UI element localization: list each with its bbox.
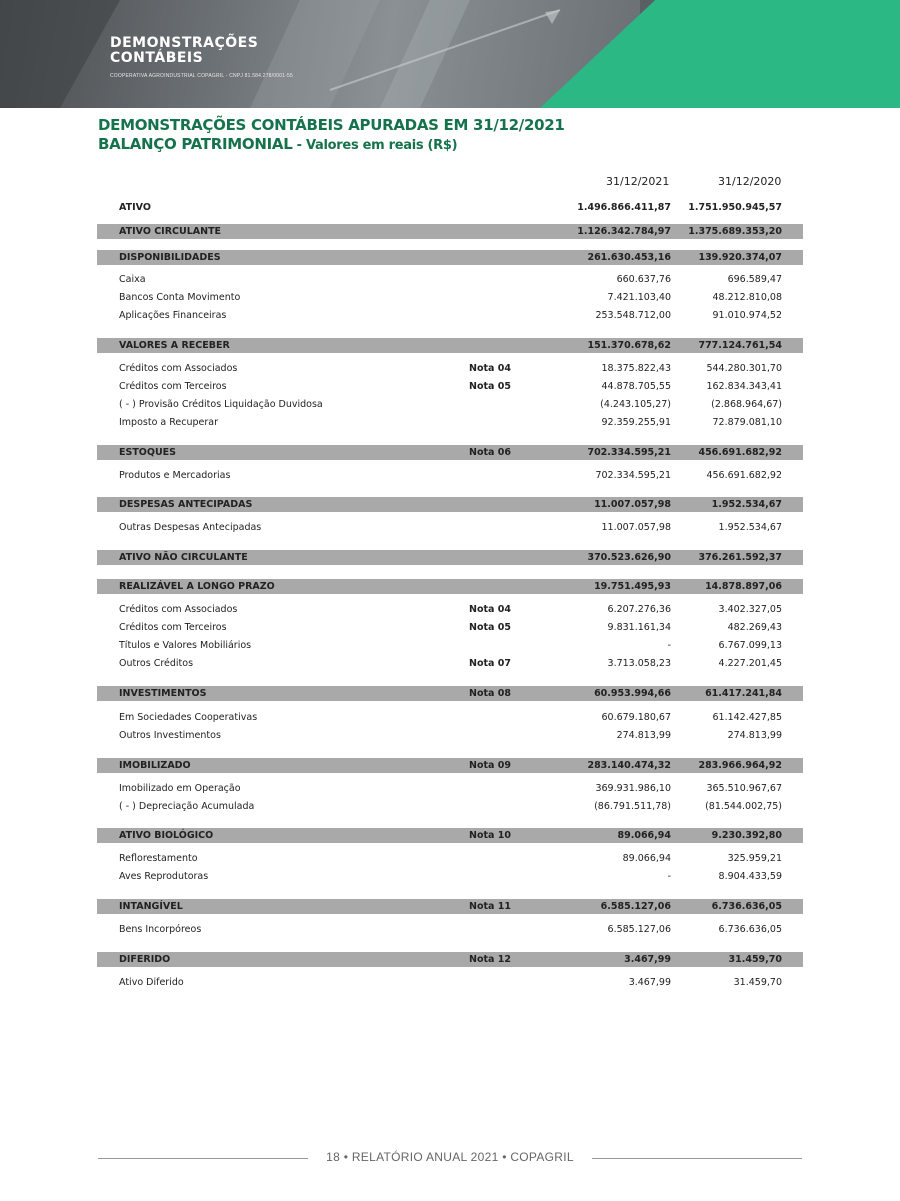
table-row: [97, 273, 803, 287]
value-2021: -: [667, 640, 671, 651]
value-2020: 544.280.301,70: [706, 363, 782, 374]
table-row: [97, 309, 803, 323]
row-label: Títulos e Valores Mobiliários: [119, 640, 252, 651]
row-label: Créditos com Terceiros: [119, 381, 227, 392]
table-row: [97, 852, 803, 866]
row-label: ( - ) Provisão Créditos Liquidação Duvidosa: [119, 399, 323, 410]
row-label: ( - ) Depreciação Acumulada: [119, 801, 255, 812]
row-label: VALORES A RECEBER: [119, 340, 230, 351]
value-2020: (2.868.964,67): [711, 399, 782, 410]
table-row: [97, 416, 803, 430]
row-label: Bancos Conta Movimento: [119, 292, 241, 303]
value-2020: 1.375.689.353,20: [688, 226, 782, 237]
value-2021: 18.375.822,43: [601, 363, 671, 374]
value-2021: 274.813,99: [616, 730, 671, 741]
value-2020: 14.878.897,06: [705, 581, 782, 592]
value-2020: 72.879.081,10: [712, 417, 782, 428]
page-footer: 18 • RELATÓRIO ANUAL 2021 • COPAGRIL: [326, 1150, 574, 1164]
value-2021: 283.140.474,32: [587, 760, 671, 771]
row-note: Nota 11: [469, 901, 511, 912]
row-note: Nota 06: [469, 447, 511, 458]
table-section-row: [97, 952, 803, 967]
row-label: DIFERIDO: [119, 954, 171, 965]
table-section-row: [97, 224, 803, 239]
row-label: Outros Investimentos: [119, 730, 221, 741]
value-2020: 4.227.201,45: [718, 658, 782, 669]
value-2021: 11.007.057,98: [594, 499, 671, 510]
row-note: Nota 07: [469, 658, 511, 669]
header-banner: [0, 0, 900, 108]
row-note: Nota 10: [469, 830, 511, 841]
value-2021: 60.953.994,66: [594, 688, 671, 699]
value-2021: 369.931.986,10: [595, 783, 671, 794]
value-2021: 1.126.342.784,97: [577, 226, 671, 237]
table-row: [97, 729, 803, 743]
row-label: ATIVO CIRCULANTE: [119, 226, 222, 237]
document-subtitle: BALANÇO PATRIMONIAL - Valores em reais (R$): [98, 135, 458, 153]
value-2020: 365.510.967,67: [706, 783, 782, 794]
row-note: Nota 09: [469, 760, 511, 771]
value-2020: 139.920.374,07: [698, 252, 782, 263]
table-row: [97, 639, 803, 653]
row-label: REALIZÁVEL A LONGO PRAZO: [119, 581, 275, 592]
value-2021: 253.548.712,00: [595, 310, 671, 321]
row-label: ESTOQUES: [119, 447, 177, 458]
value-2020: 31.459,70: [733, 977, 782, 988]
row-label: IMOBILIZADO: [119, 760, 191, 771]
value-2020: 696.589,47: [727, 274, 782, 285]
value-2020: 91.010.974,52: [712, 310, 782, 321]
row-label: ATIVO NÃO CIRCULANTE: [119, 552, 248, 563]
row-label: Outras Despesas Antecipadas: [119, 522, 262, 533]
value-2020: 283.966.964,92: [698, 760, 782, 771]
value-2021: 60.679.180,67: [601, 712, 671, 723]
value-2020: 61.142.427,85: [712, 712, 782, 723]
value-2021: 3.467,99: [628, 977, 671, 988]
row-label: INTANGÍVEL: [119, 901, 183, 912]
table-row: [97, 976, 803, 990]
value-2020: 48.212.810,08: [712, 292, 782, 303]
value-2021: 89.066,94: [622, 853, 671, 864]
value-2021: 660.637,76: [616, 274, 671, 285]
value-2021: 11.007.057,98: [601, 522, 671, 533]
row-label: Bens Incorpóreos: [119, 924, 202, 935]
table-row: [97, 521, 803, 535]
table-row: [97, 657, 803, 671]
value-2021: 44.878.705,55: [601, 381, 671, 392]
table-row: [97, 291, 803, 305]
table-row: [97, 398, 803, 412]
value-2021: 151.370.678,62: [587, 340, 671, 351]
value-2021: 370.523.626,90: [587, 552, 671, 563]
value-2020: (81.544.002,75): [705, 801, 782, 812]
table-section-row: [97, 899, 803, 914]
table-row: [97, 870, 803, 884]
row-label: Produtos e Mercadorias: [119, 470, 231, 481]
row-label: Créditos com Terceiros: [119, 622, 227, 633]
row-label: INVESTIMENTOS: [119, 688, 207, 699]
value-2021: 3.713.058,23: [607, 658, 671, 669]
table-row: [97, 201, 803, 215]
table-row: [97, 782, 803, 796]
row-label: Em Sociedades Cooperativas: [119, 712, 258, 723]
table-row: [97, 711, 803, 725]
row-label: Créditos com Associados: [119, 604, 238, 615]
value-2021: 19.751.495,93: [594, 581, 671, 592]
table-row: [97, 800, 803, 814]
value-2020: 6.736.636,05: [718, 924, 782, 935]
row-label: Caixa: [119, 274, 146, 285]
table-section-row: [97, 497, 803, 512]
row-label: Imobilizado em Operação: [119, 783, 241, 794]
value-2020: 6.736.636,05: [711, 901, 782, 912]
table-section-row: [97, 686, 803, 701]
value-2020: 1.952.534,67: [718, 522, 782, 533]
value-2020: 325.959,21: [727, 853, 782, 864]
value-2020: 376.261.592,37: [698, 552, 782, 563]
value-2021: 6.585.127,06: [600, 901, 671, 912]
row-label: ATIVO: [119, 202, 151, 213]
row-label: DISPONIBILIDADES: [119, 252, 221, 263]
row-label: Outros Créditos: [119, 658, 194, 669]
value-2021: (86.791.511,78): [594, 801, 671, 812]
value-2020: 456.691.682,92: [706, 470, 782, 481]
table-row: [97, 603, 803, 617]
value-2021: 1.496.866.411,87: [577, 202, 671, 213]
value-2021: 702.334.595,21: [587, 447, 671, 458]
row-label: ATIVO BIOLÓGICO: [119, 830, 214, 841]
table-row: [97, 923, 803, 937]
section-title: DEMONSTRAÇÕES CONTÁBEIS: [110, 35, 259, 66]
row-label: Ativo Diferido: [119, 977, 184, 988]
row-note: Nota 08: [469, 688, 511, 699]
table-row: [97, 380, 803, 394]
table-section-row: [97, 445, 803, 460]
table-section-row: [97, 338, 803, 353]
table-section-row: [97, 828, 803, 843]
table-section-row: [97, 758, 803, 773]
value-2020: 31.459,70: [728, 954, 782, 965]
document-title: DEMONSTRAÇÕES CONTÁBEIS APURADAS EM 31/12/2021: [98, 116, 565, 134]
value-2021: 89.066,94: [617, 830, 671, 841]
value-2021: 3.467,99: [624, 954, 671, 965]
value-2020: 9.230.392,80: [711, 830, 782, 841]
value-2021: 702.334.595,21: [595, 470, 671, 481]
row-label: DESPESAS ANTECIPADAS: [119, 499, 253, 510]
value-2020: 162.834.343,41: [706, 381, 782, 392]
value-2021: 6.207.276,36: [607, 604, 671, 615]
value-2020: 61.417.241,84: [705, 688, 782, 699]
row-note: Nota 05: [469, 622, 511, 633]
row-label: Imposto a Recuperar: [119, 417, 219, 428]
value-2021: -: [667, 871, 671, 882]
table-section-row: [97, 550, 803, 565]
value-2021: 261.630.453,16: [587, 252, 671, 263]
row-label: Aplicações Financeiras: [119, 310, 227, 321]
table-section-row: [97, 250, 803, 265]
value-2021: 9.831.161,34: [607, 622, 671, 633]
value-2020: 1.751.950.945,57: [688, 202, 782, 213]
value-2020: 456.691.682,92: [698, 447, 782, 458]
value-2021: 7.421.103,40: [607, 292, 671, 303]
row-note: Nota 05: [469, 381, 511, 392]
value-2020: 1.952.534,67: [711, 499, 782, 510]
row-label: Créditos com Associados: [119, 363, 238, 374]
value-2020: 8.904.433,59: [718, 871, 782, 882]
table-section-row: [97, 579, 803, 594]
row-label: Aves Reprodutoras: [119, 871, 209, 882]
value-2020: 482.269,43: [727, 622, 782, 633]
row-note: Nota 04: [469, 604, 511, 615]
value-2021: 6.585.127,06: [607, 924, 671, 935]
value-2020: 274.813,99: [727, 730, 782, 741]
table-row: [97, 621, 803, 635]
row-note: Nota 12: [469, 954, 511, 965]
value-2020: 777.124.761,54: [698, 340, 782, 351]
value-2021: 92.359.255,91: [601, 417, 671, 428]
table-row: [97, 362, 803, 376]
value-2021: (4.243.105,27): [600, 399, 671, 410]
section-subtitle: COOPERATIVA AGROINDUSTRIAL COPAGRIL - CNPJ 81.584.278/0001-55: [110, 73, 294, 79]
column-header-2020: 31/12/2020: [718, 175, 782, 188]
value-2020: 3.402.327,05: [718, 604, 782, 615]
row-note: Nota 04: [469, 363, 511, 374]
value-2020: 6.767.099,13: [718, 640, 782, 651]
column-header-2021: 31/12/2021: [606, 175, 670, 188]
row-label: Reflorestamento: [119, 853, 198, 864]
table-row: [97, 469, 803, 483]
